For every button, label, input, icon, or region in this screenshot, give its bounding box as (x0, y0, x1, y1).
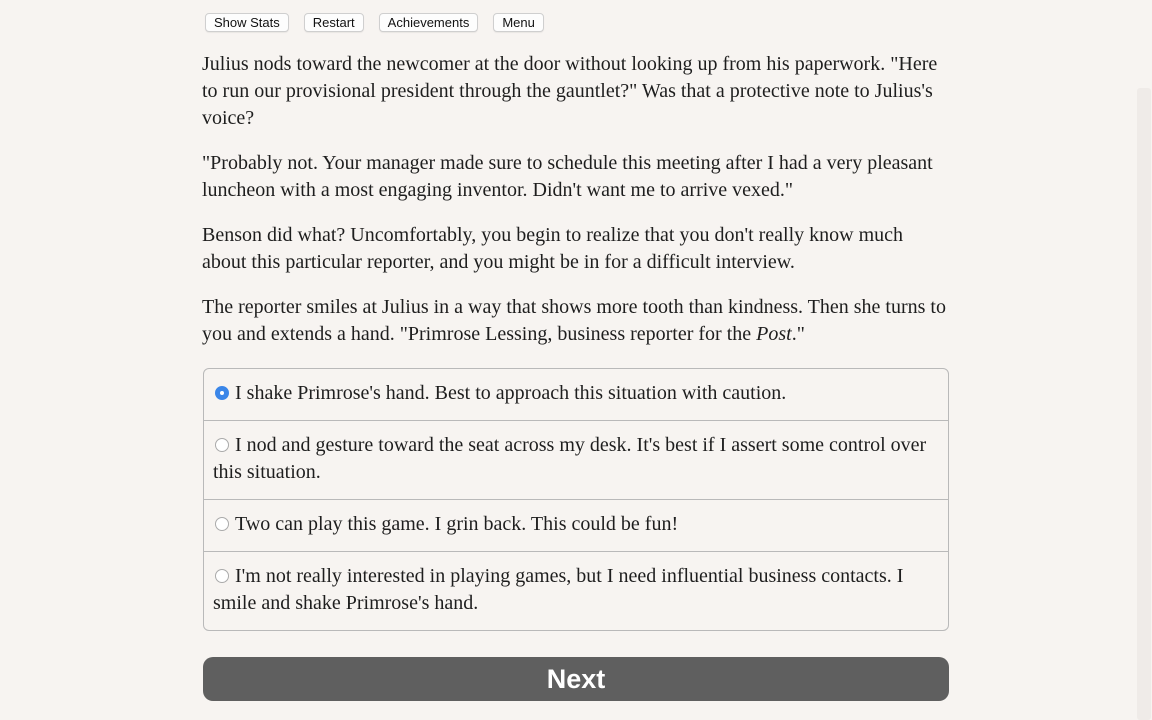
radio-selected-icon[interactable] (215, 386, 229, 400)
toolbar (205, 13, 544, 32)
choice-option[interactable] (204, 369, 948, 420)
achievements-button[interactable]: Achievements (379, 13, 479, 32)
choice-label: I shake Primrose's hand. Best to approach this situation with caution. (235, 382, 787, 404)
story-paragraph (202, 294, 950, 348)
radio-icon[interactable] (215, 438, 229, 452)
choice-option[interactable] (204, 551, 948, 630)
newspaper-name: Post (756, 323, 792, 345)
scrollbar[interactable] (1137, 88, 1151, 720)
story-text-span: ." (791, 323, 805, 345)
choice-label: I'm not really interested in playing games, but I need influential business contacts. I smile and shake Primrose's hand. (213, 565, 904, 614)
story-paragraph: Benson did what? Uncomfortably, you begin to realize that you don't really know much about this particular reporter, and you might be in for a difficult interview. (202, 224, 904, 273)
choice-label: Two can play this game. I grin back. This could be fun! (235, 513, 679, 535)
restart-button[interactable]: Restart (304, 13, 364, 32)
choice-label: I nod and gesture toward the seat across my desk. It's best if I assert some control over this situation. (213, 434, 927, 483)
choice-list (203, 368, 949, 631)
story-text-span: The reporter smiles at Julius in a way that shows more tooth than kindness. Then she turns to you and extends a hand. "Primrose Lessing, business reporter for the (202, 296, 946, 345)
show-stats-button[interactable]: Show Stats (205, 13, 289, 32)
menu-button[interactable]: Menu (493, 13, 544, 32)
radio-icon[interactable] (215, 517, 229, 531)
next-button[interactable]: Next (203, 657, 949, 701)
radio-icon[interactable] (215, 569, 229, 583)
story-paragraph: "Probably not. Your manager made sure to schedule this meeting after I had a very pleasant luncheon with a most engaging inventor. Didn't want me to arrive vexed." (202, 152, 933, 201)
story-text (202, 51, 950, 366)
choice-option[interactable] (204, 499, 948, 551)
story-paragraph: Julius nods toward the newcomer at the door without looking up from his paperwork. "Here to run our provisional president through the gauntlet?" Was that a protective note to Julius's voice? (202, 53, 938, 129)
choice-option[interactable] (204, 420, 948, 499)
